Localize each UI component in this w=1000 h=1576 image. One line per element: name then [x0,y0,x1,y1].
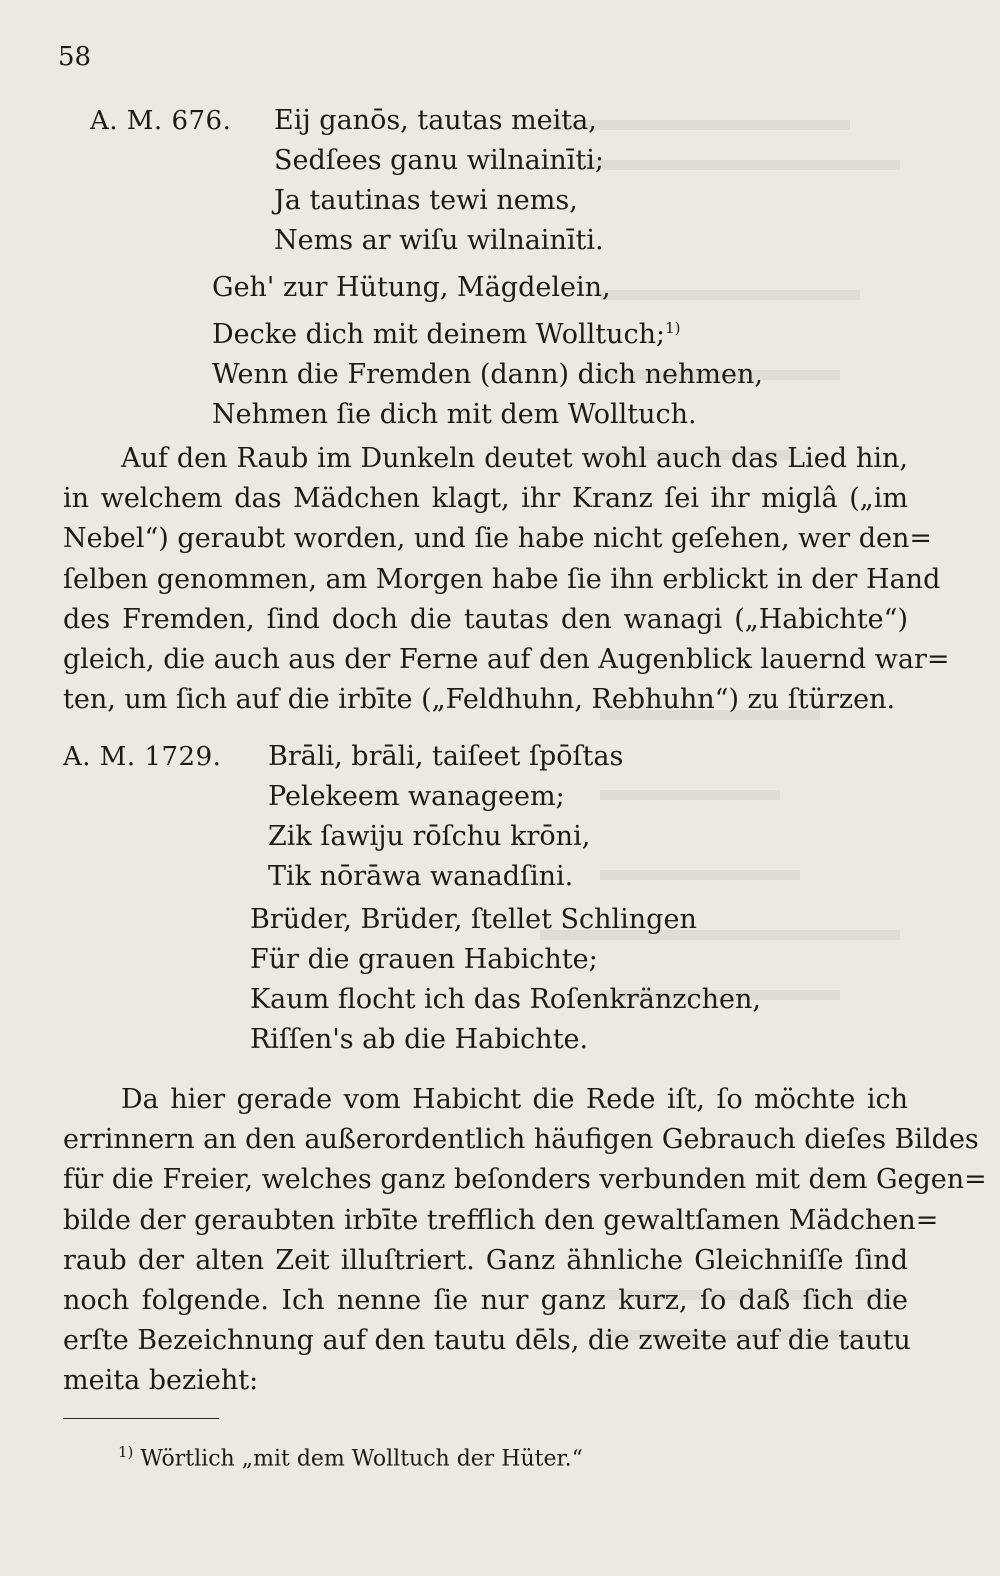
verse-line: Nems ar wiſu wilnainīti. [274,225,604,256]
verse-line: Sedſees ganu wilnainīti; [274,145,604,176]
paragraph-line: gleich, die auch aus der Ferne auf den Augenblick lauernd war= [63,644,950,676]
paragraph-line: meita bezieht: [63,1365,259,1397]
verse-line: Brāli, brāli, taiſeet ſpōſtas [268,741,624,772]
footnote-divider [63,1418,219,1419]
translation-line: Brüder, Brüder, ſtellet Schlingen [250,904,697,935]
verse-line: Pelekeem wanageem; [268,781,565,812]
stanza2-german [250,900,761,1060]
translation-line: Wenn die Fremden (dann) dich nehmen, [212,359,763,390]
verse-line: Zik ſawiju rōſchu krōni, [268,821,591,852]
body-paragraph-1 [63,439,950,720]
verse-line: Tik nōrāwa wanadſini. [268,861,574,892]
footnote-text: Wörtlich „mit dem Wolltuch der Hüter.“ [140,1446,583,1472]
body-paragraph-2 [63,1080,987,1402]
translation-line: Kaum flocht ich das Roſenkränzchen, [250,984,761,1015]
stanza2-reference: A. M. 1729. [63,742,222,772]
paragraph-line: Nebel“) geraubt worden, und ſie habe nicht geſehen, wer den= [63,523,933,555]
paragraph-line: ten, um ſich auf die irbīte („Feldhuhn, Rebhuhn“) zu ſtürzen. [63,684,896,716]
page-number: 58 [58,42,92,72]
translation-line: Für die grauen Habichte; [250,944,598,975]
footnote-reference: 1) [665,319,681,337]
paragraph-line: erſte Bezeichnung auf den tautu dēls, die zweite auf die tautu [63,1325,911,1357]
translation-line: Riſſen's ab die Habichte. [250,1024,589,1055]
translation-line: Nehmen ſie dich mit dem Wolltuch. [212,399,697,430]
verse-line: Ja tautinas tewi nems, [274,185,578,216]
stanza2-latvian [268,737,623,897]
paragraph-line: raub der alten Zeit illuſtriert. Ganz ähnliche Gleichniſſe ſind [63,1244,908,1276]
stanza1-latvian [274,101,604,261]
translation-line: Geh' zur Hütung, Mägdelein, [212,272,611,303]
paragraph-line: ſelben genommen, am Morgen habe ſie ihn erblickt in der Hand [63,563,941,595]
stanza1-german [212,268,763,435]
paragraph-line: für die Freier, welches ganz beſonders verbunden mit dem Gegen= [63,1164,987,1196]
translation-line [212,308,763,355]
paragraph-line: in welchem das Mädchen klagt, ihr Kranz ſei ihr miglâ („im [63,483,908,515]
footnote [118,1443,583,1471]
stanza1-reference: A. M. 676. [90,106,232,136]
paragraph-line: Da hier gerade vom Habicht die Rede iſt, ſo möchte ich [121,1084,908,1115]
paragraph-line: des Fremden, ſind doch die tautas den wanagi („Habichte“) [63,603,908,635]
footnote-mark: 1) [118,1443,134,1461]
paragraph-line: noch folgende. Ich nenne ſie nur ganz kurz, ſo daß ſich die [63,1285,908,1317]
paragraph-line: errinnern an den außerordentlich häufigen Gebrauch dieſes Bildes [63,1124,979,1156]
paragraph-line: bilde der geraubten irbīte trefflich den gewaltſamen Mädchen= [63,1204,939,1236]
paragraph-line: Auf den Raub im Dunkeln deutet wohl auch das Lied hin, [121,443,908,474]
translation-text: Decke dich mit deinem Wolltuch; [212,319,666,350]
verse-line: Eij ganōs, tautas meita, [274,105,597,136]
